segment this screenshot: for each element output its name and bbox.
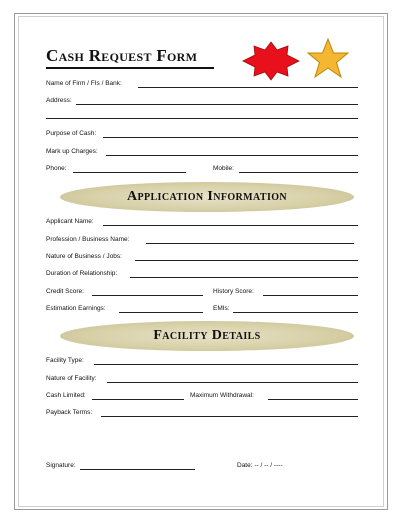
- field-nature-of-facility[interactable]: [107, 382, 358, 383]
- label-applicant-name: Applicant Name:: [46, 218, 94, 225]
- field-payback-terms[interactable]: [101, 416, 358, 417]
- label-signature: Signature:: [46, 462, 76, 469]
- label-date: Date: -- / -- / ----: [237, 462, 283, 469]
- label-emis: EMIs:: [213, 305, 230, 312]
- inner-border: [18, 16, 384, 507]
- red-burst-icon: [242, 41, 300, 81]
- field-address-line-1[interactable]: [76, 104, 358, 105]
- field-markup-charges[interactable]: [106, 155, 358, 156]
- label-maximum-withdrawal: Maximum Withdrawal:: [190, 392, 254, 399]
- field-address-line-2[interactable]: [46, 118, 358, 119]
- field-estimation-earnings[interactable]: [119, 312, 203, 313]
- label-history-score: History Score:: [213, 288, 254, 295]
- label-estimation-earnings: Estimation Earnings:: [46, 305, 106, 312]
- label-credit-score: Credit Score:: [46, 288, 84, 295]
- label-name-of-firm: Name of Firm / FIs / Bank:: [46, 80, 122, 87]
- label-payback-terms: Payback Terms:: [46, 409, 93, 416]
- label-purpose-of-cash: Purpose of Cash:: [46, 130, 97, 137]
- field-credit-score[interactable]: [92, 295, 203, 296]
- field-emis[interactable]: [233, 312, 358, 313]
- field-history-score[interactable]: [263, 295, 358, 296]
- gold-star-icon: [305, 37, 351, 81]
- title-underline: [46, 67, 214, 69]
- section-title-facility: Facility Details: [153, 328, 261, 343]
- label-address: Address:: [46, 97, 72, 104]
- label-nature-of-facility: Nature of Facility:: [46, 375, 97, 382]
- section-title-application: Application Information: [126, 189, 288, 204]
- form-title: Cash Request Form: [46, 46, 198, 65]
- section-banner-facility: [60, 321, 354, 351]
- field-maximum-withdrawal[interactable]: [268, 399, 358, 400]
- section-banner-application: [60, 182, 354, 212]
- field-signature[interactable]: [80, 469, 195, 470]
- field-profession[interactable]: [146, 243, 354, 244]
- label-cash-limited: Cash Limited:: [46, 392, 86, 399]
- label-profession: Profession / Business Name:: [46, 236, 130, 243]
- field-purpose-of-cash[interactable]: [103, 137, 358, 138]
- label-phone: Phone:: [46, 165, 67, 172]
- label-duration-of-relationship: Duration of Relationship:: [46, 270, 118, 277]
- field-facility-type[interactable]: [94, 364, 358, 365]
- field-mobile[interactable]: [239, 172, 358, 173]
- label-nature-of-business: Nature of Business / Jobs:: [46, 253, 122, 260]
- label-mobile: Mobile:: [213, 165, 234, 172]
- label-facility-type: Facility Type:: [46, 357, 84, 364]
- field-name-of-firm[interactable]: [138, 87, 358, 88]
- label-markup-charges: Mark up Charges:: [46, 148, 98, 155]
- field-applicant-name[interactable]: [103, 225, 358, 226]
- field-phone[interactable]: [73, 172, 186, 173]
- field-nature-of-business[interactable]: [135, 260, 358, 261]
- field-cash-limited[interactable]: [92, 399, 184, 400]
- field-duration-of-relationship[interactable]: [130, 277, 358, 278]
